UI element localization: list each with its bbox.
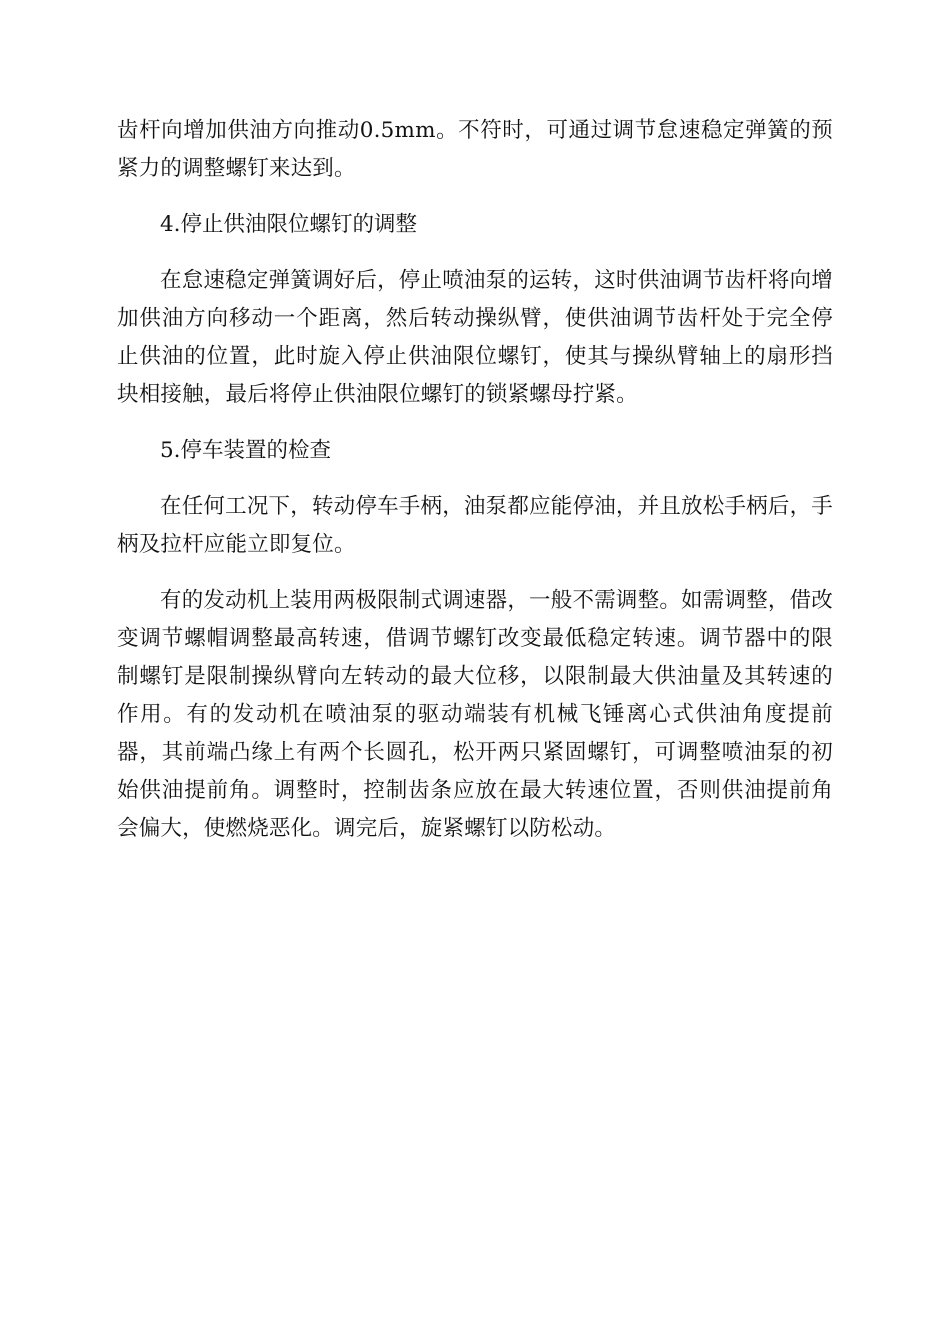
paragraph-continuation: 齿杆向增加供油方向推动0.5mm。不符时，可通过调节怠速稳定弹簧的预紧力的调整螺钉来达到。: [117, 118, 833, 181]
paragraph-stop-device: 在任何工况下，转动停车手柄，油泵都应能停油，并且放松手柄后，手柄及拉杆应能立即复位。: [117, 494, 833, 557]
section-heading-5: 5.停车装置的检查: [160, 438, 332, 463]
paragraph-stop-limit-screw: 在怠速稳定弹簧调好后，停止喷油泵的运转，这时供油调节齿杆将向增加供油方向移动一个距离，然后转动操纵臂，使供油调节齿杆处于完全停止供油的位置，此时旋入停止供油限位螺钉，使其与操纵臂轴上的扇形挡块相接触，最后将停止供油限位螺钉的锁紧螺母拧紧。: [117, 268, 833, 407]
section-heading-4: 4.停止供油限位螺钉的调整: [160, 212, 418, 237]
paragraph-two-stage-governor: 有的发动机上装用两极限制式调速器，一般不需调整。如需调整，借改变调节螺帽调整最高转速，借调节螺钉改变最低稳定转速。调节器中的限制螺钉是限制操纵臂向左转动的最大位移，以限制最大供油量及其转速的作用。有的发动机在喷油泵的驱动端装有机械飞锤离心式供油角度提前器，其前端凸缘上有两个长圆孔，松开两只紧固螺钉，可调整喷油泵的初始供油提前角。调整时，控制齿条应放在最大转速位置，否则供油提前角会偏大，使燃烧恶化。调完后，旋紧螺钉以防松动。: [117, 588, 833, 841]
document-page: [117, 112, 833, 866]
